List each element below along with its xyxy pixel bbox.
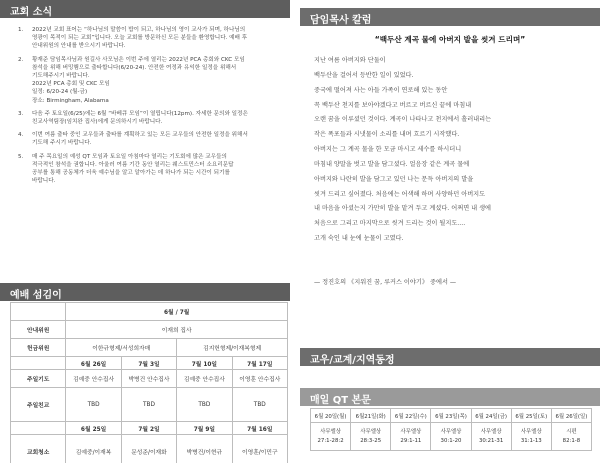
offering-label: 헌금위원 [11,339,66,357]
qt-day: 6월21일(화) [351,409,391,423]
fellowship-value: TBD [232,388,287,422]
qt-day: 6월 26일(일) [551,409,591,423]
saturday-date: 6월 25일 [66,422,121,435]
fellowship-label: 주일친교 [11,388,66,422]
news-item [18,26,282,51]
qt-reference: 30:1-20 [440,437,462,444]
sunday-date: 7월 17일 [232,357,287,370]
news-item-line: 이번 여름 출타 중인 교우들과 출타를 계획하고 있는 모든 교우들의 안전한 일정을 위해서 [32,132,248,139]
qt-reference: 27:1-28:2 [317,437,344,444]
news-item-number: 5. [18,153,24,160]
column-source: — 정진호의 《지워진 꿈, 루커스 이야기》 중에서 — [314,279,457,286]
fellowship-value: TBD [121,388,176,422]
qt-day: 6월 24일(금) [471,409,511,423]
qt-reference: 31:1-13 [520,437,542,444]
qt-passages-row [311,423,592,451]
qt-book: 사무엘상 [520,429,542,435]
qt-section-title: 매일 QT 본문 [310,395,371,406]
news-item-line: 안내위원의 안내를 받으시기 바랍니다. [32,43,126,50]
news-item-body [32,153,282,186]
column-line: 꼭 백두산 천지를 보아야겠다고 버르고 버르신 끝에 마침내 [314,101,472,109]
service-fellowship-row [11,388,288,422]
qt-table [310,408,592,451]
qt-reference: 29:1-11 [400,437,422,444]
local-news-section-title: 교우/교계/지역동정 [310,355,395,366]
column-line: 지난 여름 아버지와 단둘이 [314,57,386,64]
qt-book: 사무엘상 [400,429,422,435]
sunday-date: 6월 26일 [66,357,121,370]
service-date-row-1 [11,357,288,370]
saturday-date: 7월 16일 [232,422,287,435]
usher-value: 이재희 집사 [66,321,288,339]
column-line: 마침내 양말을 벗고 발을 담그셨다. 얼음장 같은 계곡 물에 [314,160,470,168]
fellowship-value: TBD [66,388,121,422]
service-month-row [11,303,288,321]
service-section-header [0,283,290,301]
news-item-number: 1. [18,27,24,33]
prayer-value: 김예중 안수집사 [66,370,121,388]
service-cleaning-row [11,435,288,463]
column-heading: “백두산 계곡 물에 아버지 발을 씻겨 드리며” [374,35,526,44]
news-item [18,110,282,126]
cleaning-value: 박병건/이현규 [177,435,232,463]
qt-book: 사무엘상 [360,429,382,435]
column-line: 백두산을 걸어서 등반한 일이 있었다. [314,71,414,79]
column-line: 내 마음을 아셨는지 가만히 발을 맡겨 두고 계셨다. 어쩌면 내 생에 [314,205,492,213]
news-item-body [32,26,282,51]
cleaning-value: 김예중/이재복 [66,435,121,463]
qt-reference: 82:1-8 [562,437,581,444]
qt-day: 6월 25일(토) [511,409,551,423]
column-line: 고개 숙인 내 눈에 눈물이 고였다. [314,235,404,243]
news-item-number: 2. [18,56,24,63]
news-item-line: 황재준 담임목사님과 원길사 사모님은 이번 주에 열리는 2022년 PCA 총회와 CKC 모임 [32,56,245,63]
qt-passage [431,423,471,451]
prayer-value: 박병건 안수집사 [121,370,176,388]
column-section-header [300,8,600,26]
qt-passage [511,423,551,451]
news-item-line: 일정: 6/20-24 (월-금) [32,89,88,96]
qt-passage [351,423,391,451]
prayer-label: 주일기도 [11,370,66,388]
news-item-line: 장소: Birmingham, Alabama [32,97,109,104]
news-item-line: 다음 주 토요일(6/25)에는 6월 “바베큐 모임”이 열립니다(12pm). 자세한 문의와 일정은 [32,110,248,117]
service-section-title: 예배 섬김이 [10,290,62,301]
service-table [10,302,288,463]
news-section-header [0,0,290,18]
news-item-body [32,56,282,105]
cleaning-label: 교회청소 [11,435,66,463]
news-item-line: 기도해 주시기 바랍니다. [32,140,92,147]
service-usher-row [11,321,288,339]
sunday-date: 7월 10일 [177,357,232,370]
service-prayer-row [11,370,288,388]
qt-reference: 30:21-31 [478,437,504,444]
news-item-line: 공부를 통해 공동체가 더욱 예수님을 알고 알아가는 데 하나가 되는 시간이 되기를 [32,170,230,177]
date-row-2-corner [11,422,66,435]
offering-value-2: 김지헌형제/이재복형제 [177,339,288,357]
news-item-line: 매 주 목요일의 예성 QT 모임과 토요일 아침마다 열리는 기도회에 많은 교우들의 [32,153,227,160]
local-news-section-header [300,348,600,366]
prayer-value: 이영훈 안수집사 [232,370,287,388]
qt-book: 시편 [566,429,577,435]
qt-passage [471,423,511,451]
news-item-number: 3. [18,110,24,117]
column-line: 아버지와 나란히 발을 담그고 있던 나는 문득 아버지의 발을 [314,175,474,183]
qt-book: 사무엘상 [440,429,462,435]
service-month-header: 6월 / 7월 [66,303,288,321]
cleaning-value: 문성준/이재화 [121,435,176,463]
news-item-line: 참석을 위해 버밍햄으로 출타합니다(6/20-24). 안전한 여정과 유익한 일정을 위해서 [32,64,237,71]
service-offering-row [11,339,288,357]
qt-reference: 28:3-25 [360,437,382,444]
news-section-title: 교회 소식 [10,7,53,18]
usher-label: 안내위원 [11,321,66,339]
qt-passage [311,423,351,451]
saturday-date: 7월 2일 [121,422,176,435]
news-item [18,131,282,147]
column-line: 씻겨 드리고 싶어졌다. 처음에는 어색해 하며 사양하던 아버지도 [314,190,486,198]
qt-day: 6월 22일(수) [391,409,431,423]
news-item-line: 기도해주시기 바랍니다. [32,73,90,80]
sunday-date: 7월 3일 [121,357,176,370]
column-line: 아버지는 그 계곡 물을 한 모금 마시고 세수를 하시더니 [314,146,462,154]
news-item-line: 적극적인 참석을 권합니다. 아울러 여름 기간 동안 열리는 웨스트민스터 소요리문답 [32,161,234,168]
saturday-date: 7월 9일 [177,422,232,435]
service-month-corner [11,303,66,321]
column-line: 처음으로 그리고 마지막으로 씻겨 드리는 것이 될지도.... [314,220,466,228]
service-date-row-2 [11,422,288,435]
qt-day: 6월 23일(목) [431,409,471,423]
qt-day: 6월 20일(월) [311,409,351,423]
news-item-line: 바랍니다. [32,178,56,185]
cleaning-value: 이영훈/이민구 [232,435,287,463]
qt-book: 사무엘상 [320,429,341,435]
news-item-body [32,110,282,126]
news-item-body [32,131,282,147]
news-item-line: 영광이 목적이 되는 교회”입니다. 오늘 교회를 방문하신 모든 분들을 환영합니다. 예배 후 [32,35,248,42]
news-item [18,153,282,186]
news-item-line: 친교사역팀장(임치완 집사)에게 문의하시기 바랍니다. [32,119,163,126]
column-body [314,54,584,247]
qt-passage [391,423,431,451]
column-line: 작은 폭포들과 시냇물이 소리를 내며 흐르기 시작했다. [314,131,460,139]
offering-value-1: 이한규형제/서성희자매 [66,339,177,357]
column-line: 중국에 떨어져 사는 아들 가족이 연로해 있는 동안 [314,86,448,94]
qt-book: 사무엘상 [480,429,502,435]
news-item [18,56,282,105]
qt-passage [551,423,591,451]
news-item-line: 2022년 교회 표어는 “하나님의 말씀이 밥이 되고, 하나님의 영이 교사가 되며, 하나님의 [32,27,246,33]
qt-section-header [300,388,600,406]
date-row-1-corner [11,357,66,370]
column-section-title: 담임목사 칼럼 [310,15,372,26]
news-item-line: 2022년 PCA 총회 및 CKC 모임 [32,81,110,88]
prayer-value: 김예중 안수집사 [177,370,232,388]
news-item-number: 4. [18,132,24,139]
qt-days-row [311,409,592,423]
fellowship-value: TBD [177,388,232,422]
news-list [18,26,282,190]
column-line: 오랜 꿈을 이루셨던 것이다. 계곡이 나타나고 천지에서 흘러내리는 [314,116,492,124]
